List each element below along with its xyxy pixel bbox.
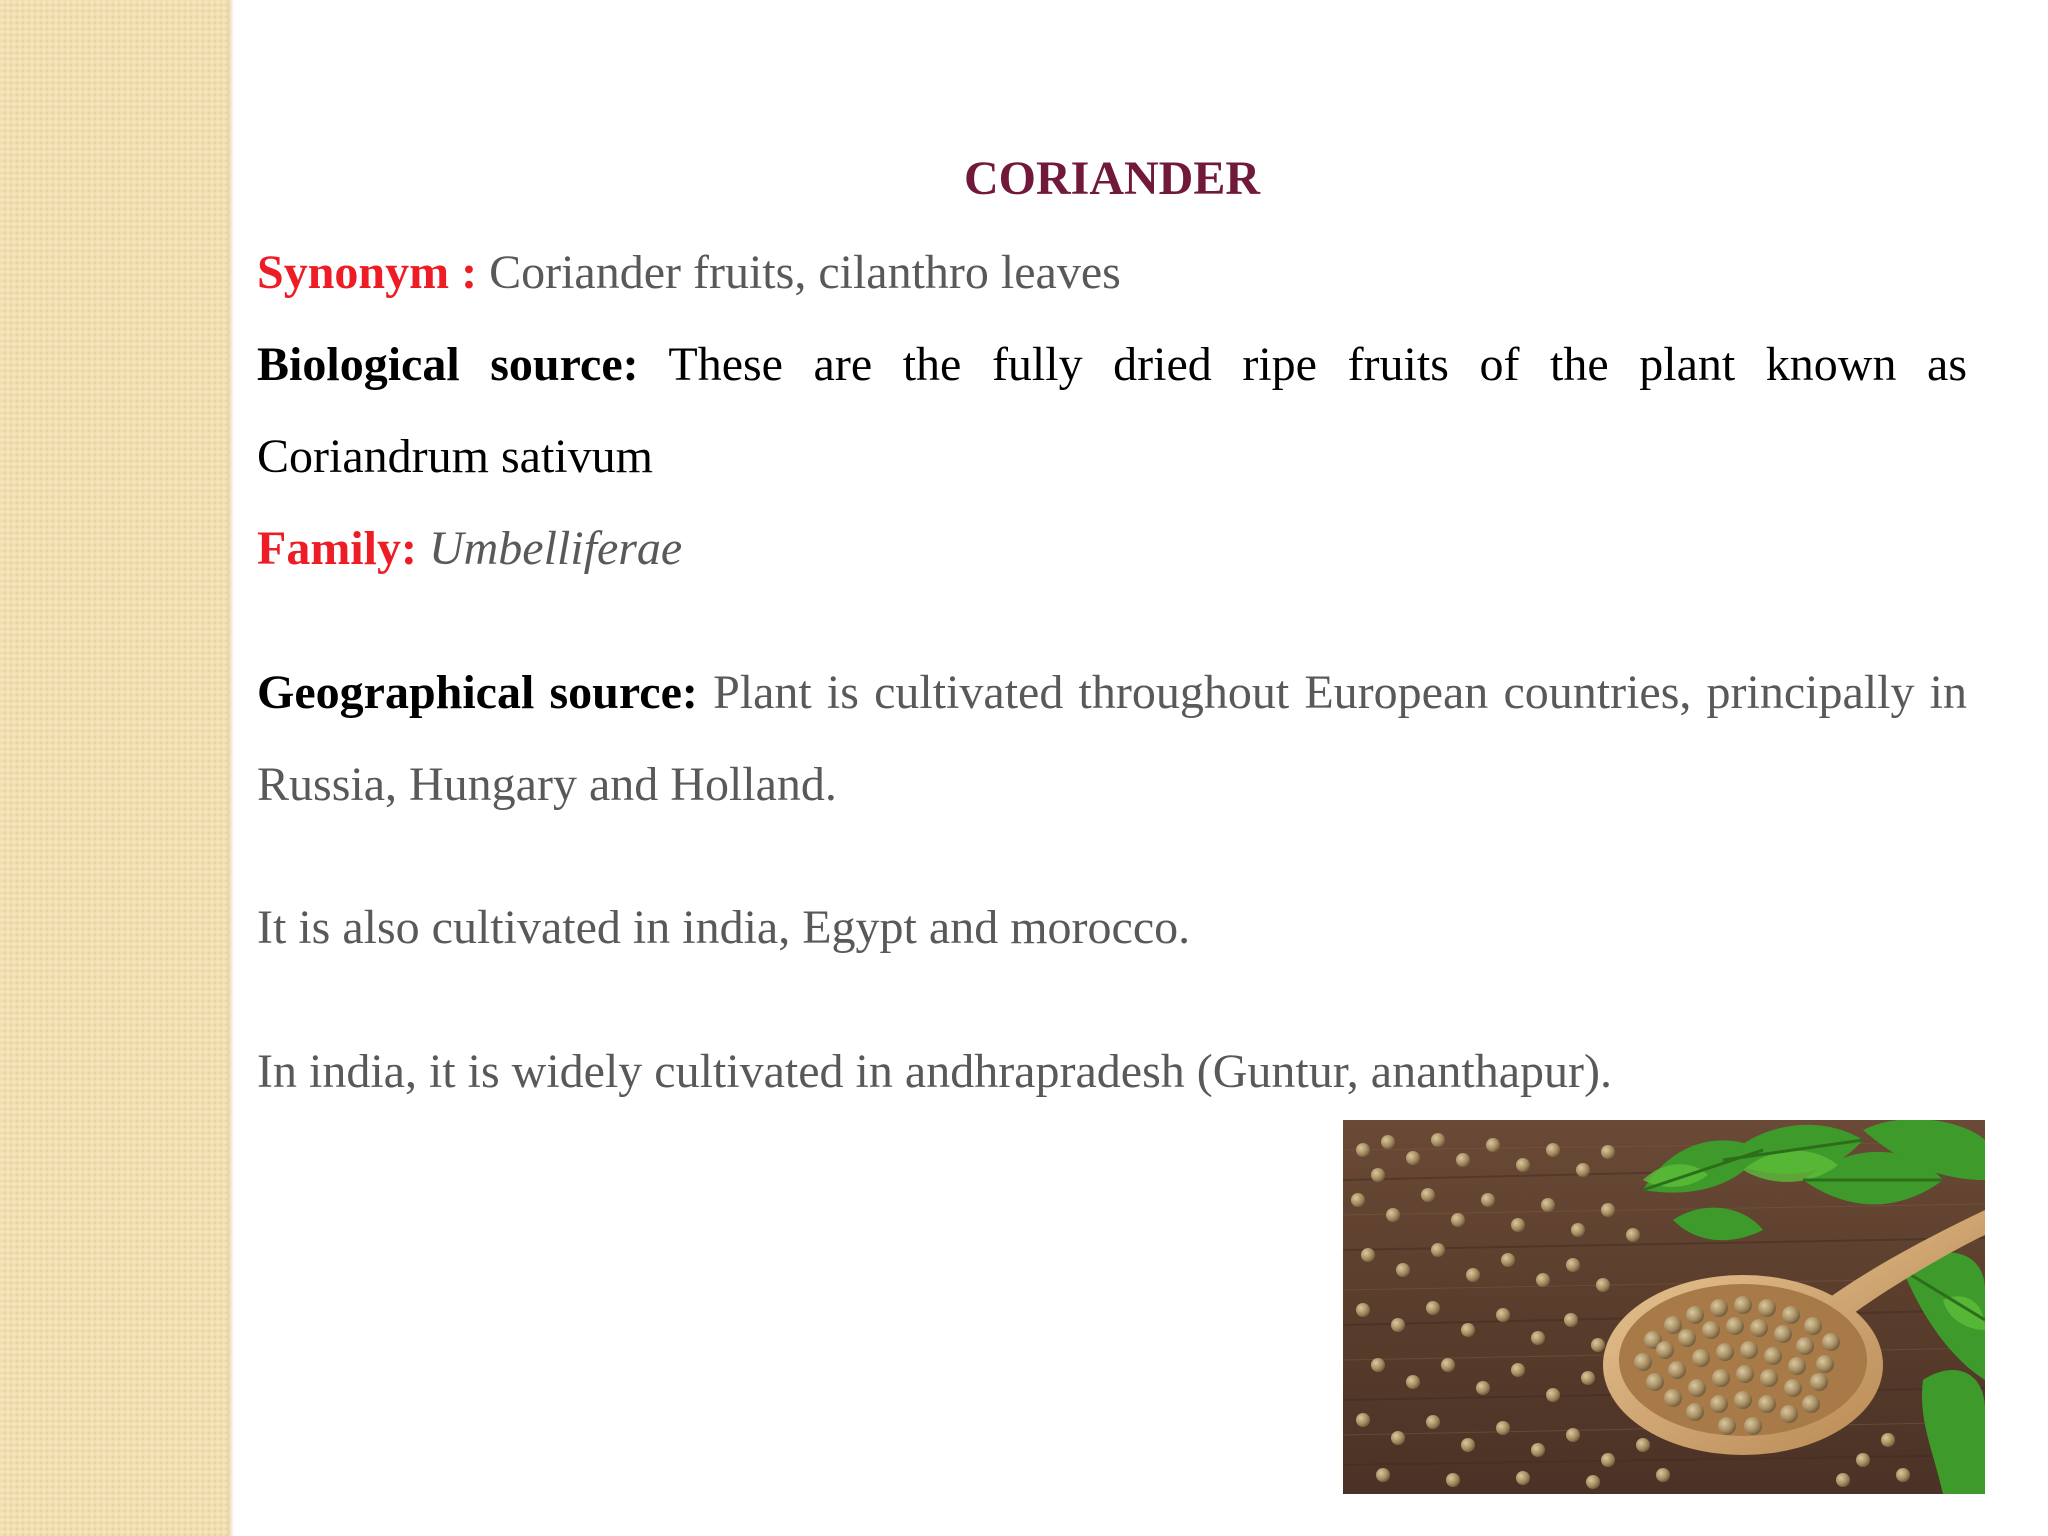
geographical-source-text: Plant is cultivated throughout European countries, principally in Russia, Hungary and Holland. <box>257 666 1967 811</box>
synonym-line <box>257 227 1967 319</box>
coriander-seeds-photo <box>1343 1120 1985 1494</box>
family-label: Family: <box>257 522 417 575</box>
geographical-source-paragraph <box>257 647 1967 831</box>
decorative-side-band <box>0 0 228 1536</box>
paragraph-andhrapradesh: In india, it is widely cultivated in andhrapradesh (Guntur, ananthapur). <box>257 1045 1613 1098</box>
slide-title: CORIANDER <box>963 152 1260 205</box>
side-band-edge <box>228 0 234 1536</box>
geographical-source-label: Geographical source: <box>257 666 698 719</box>
biological-source-label: Biological source: <box>257 338 639 391</box>
synonym-label: Synonym : <box>257 246 478 299</box>
synonym-text: Coriander fruits, cilanthro leaves <box>489 246 1121 299</box>
paragraph-egypt-morocco: It is also cultivated in india, Egypt and morocco. <box>257 901 1191 954</box>
family-text: Umbelliferae <box>428 522 683 575</box>
biological-source-text: These are the fully dried ripe fruits of the plant known as Coriandrum sativum <box>257 338 1968 483</box>
family-line <box>257 503 1967 595</box>
biological-source-paragraph <box>257 319 1967 503</box>
